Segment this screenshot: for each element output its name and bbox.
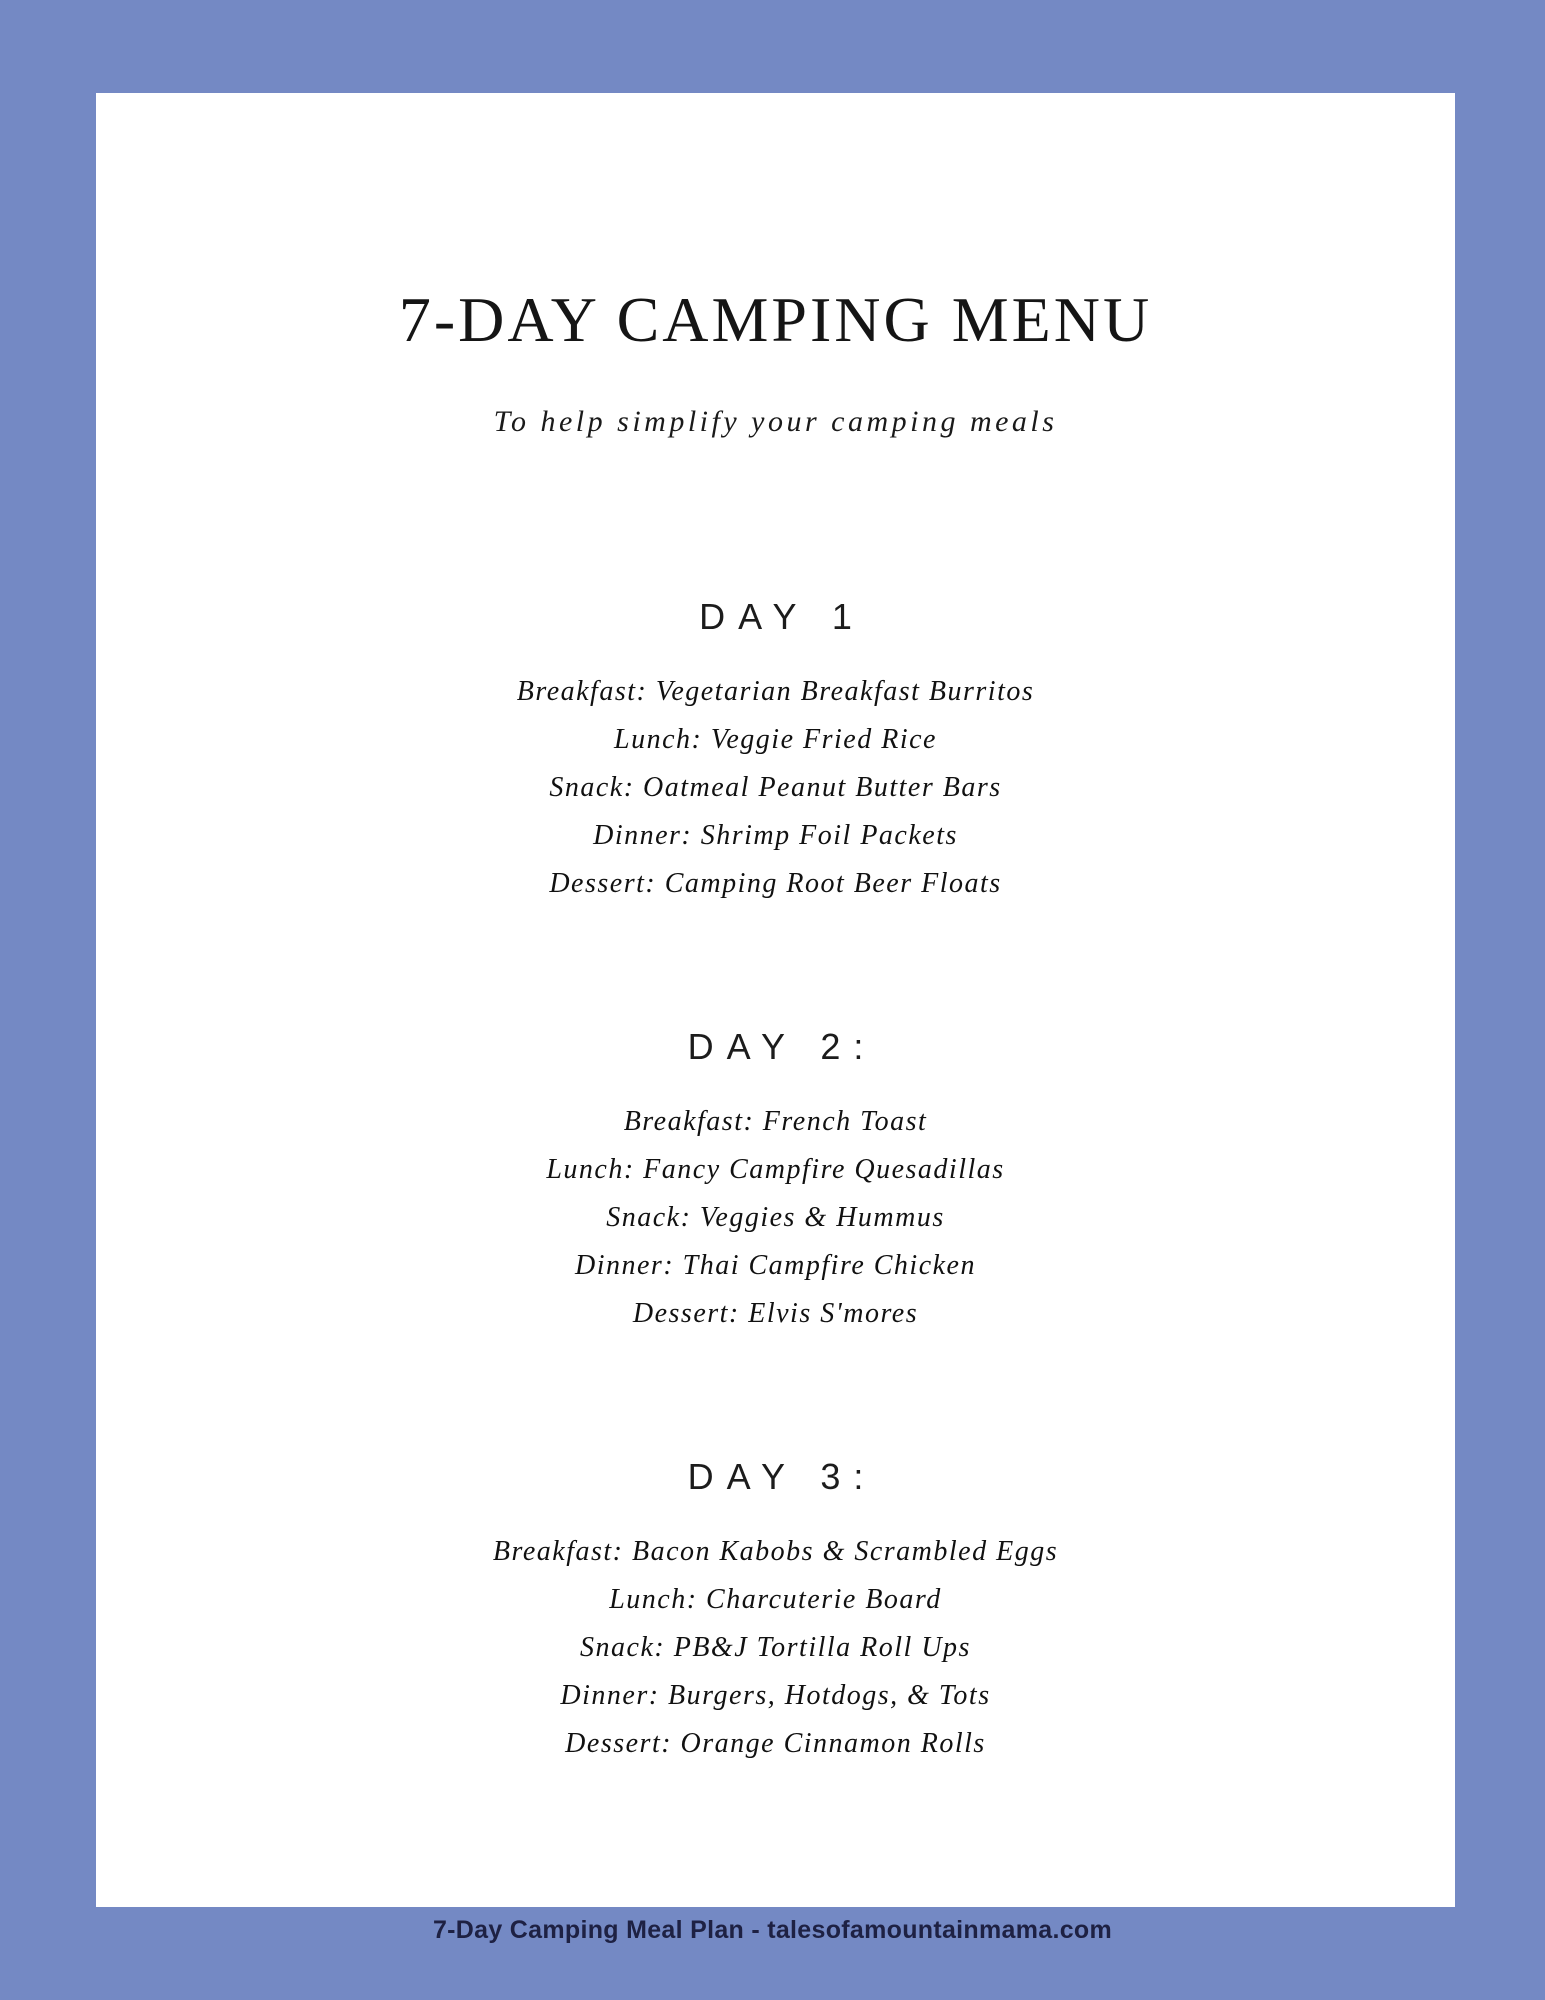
day-2-meal-lunch: Lunch: Fancy Campfire Quesadillas [546, 1154, 1005, 1186]
menu-page [96, 93, 1455, 1907]
footer [0, 1907, 1545, 2000]
day-2-section [96, 1024, 1455, 1338]
day-1-meal-snack: Snack: Oatmeal Peanut Butter Bars [549, 772, 1002, 804]
day-3-meal-dessert: Dessert: Orange Cinnamon Rolls [565, 1728, 986, 1760]
day-3-meal-snack: Snack: PB&J Tortilla Roll Ups [580, 1632, 971, 1664]
day-3-meal-breakfast: Breakfast: Bacon Kabobs & Scrambled Eggs [492, 1536, 1059, 1568]
day-1-section [96, 594, 1455, 908]
day-2-meal-dessert: Dessert: Elvis S'mores [632, 1298, 919, 1330]
day-2-meal-dinner: Dinner: Thai Campfire Chicken [575, 1250, 976, 1282]
day-3-section [96, 1454, 1455, 1768]
day-2-meal-snack: Snack: Veggies & Hummus [606, 1202, 945, 1234]
page-subtitle: To help simplify your camping meals [493, 405, 1058, 439]
day-1-meal-lunch: Lunch: Veggie Fried Rice [614, 724, 937, 756]
day-2-meal-breakfast: Breakfast: French Toast [623, 1106, 928, 1138]
page-title: 7-DAY CAMPING MENU [398, 284, 1153, 355]
day-3-meal-dinner: Dinner: Burgers, Hotdogs, & Tots [560, 1680, 991, 1712]
day-3-meal-lunch: Lunch: Charcuterie Board [609, 1584, 942, 1616]
day-1-heading: DAY 1 [699, 596, 865, 638]
day-2-heading: DAY 2: [687, 1026, 877, 1068]
day-1-meal-dinner: Dinner: Shrimp Foil Packets [593, 820, 958, 852]
day-1-meal-breakfast: Breakfast: Vegetarian Breakfast Burritos [516, 676, 1035, 708]
day-1-meal-dessert: Dessert: Camping Root Beer Floats [549, 868, 1002, 900]
day-3-heading: DAY 3: [687, 1456, 877, 1498]
footer-text: 7-Day Camping Meal Plan - talesofamountainmama.com [432, 1916, 1113, 1944]
